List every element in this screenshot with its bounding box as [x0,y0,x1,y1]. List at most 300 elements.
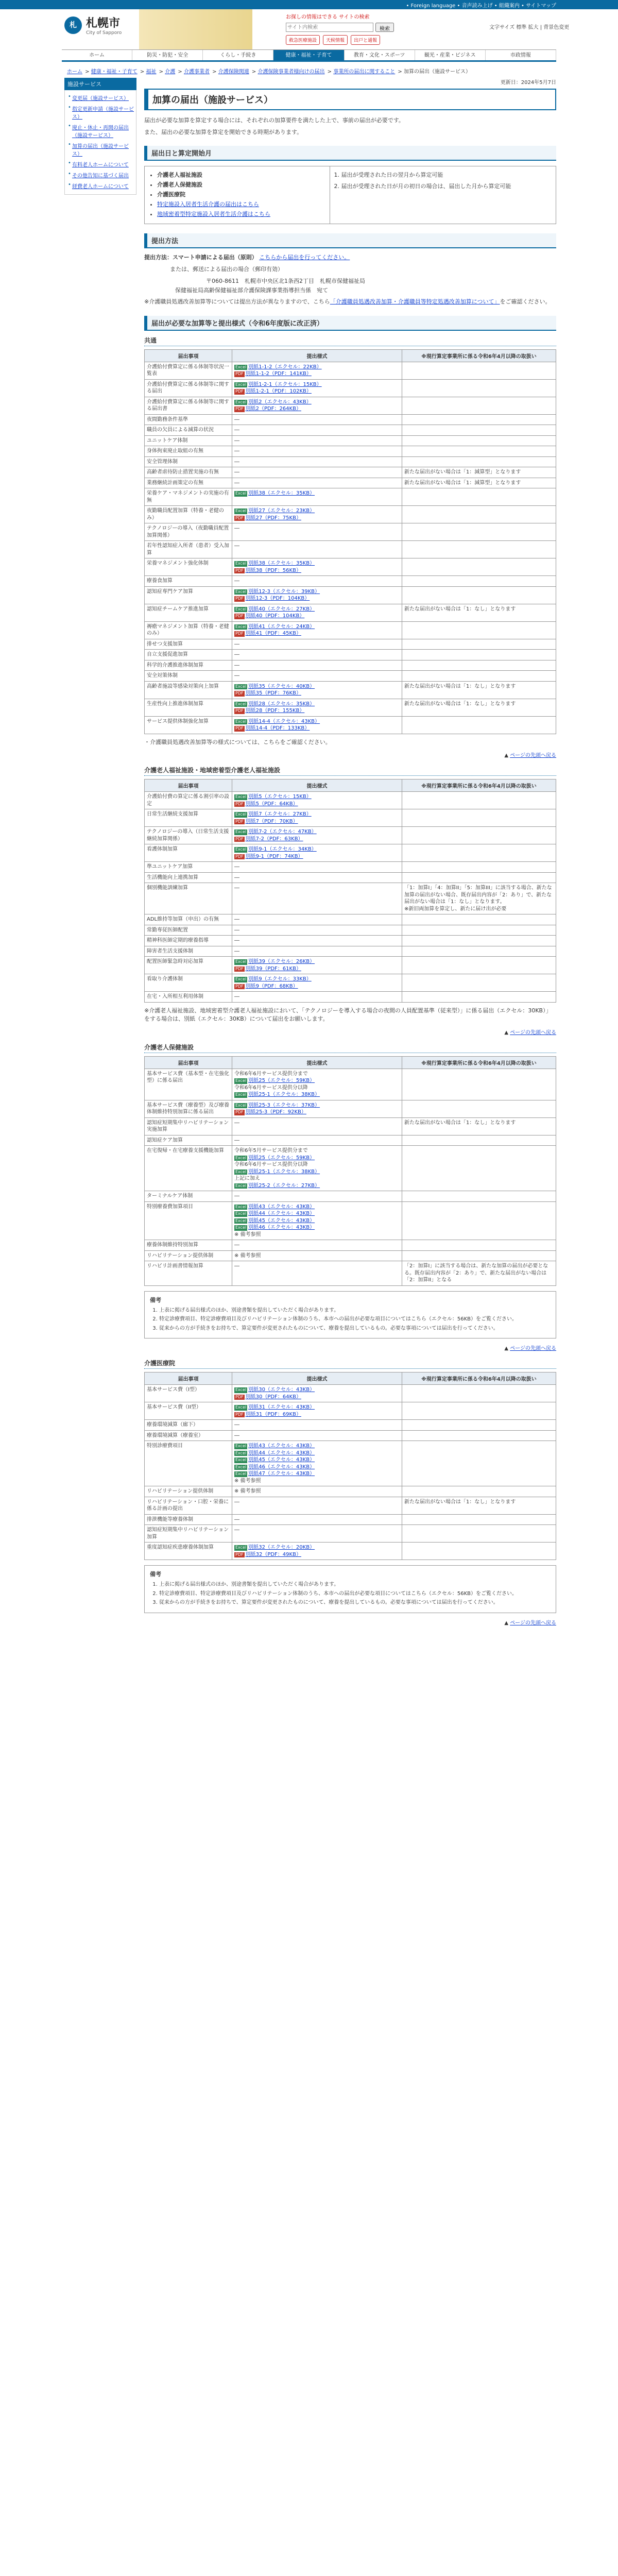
form-download-link[interactable]: 別紙32（PDF：49KB） [245,1551,301,1557]
excel-file-icon: Excel [235,701,247,706]
cell-item: 介護給付費算定に係る体制等状況一覧表 [145,362,232,379]
cell-form [232,883,402,914]
cell-form [232,946,402,957]
cell-form [232,586,402,604]
cell-note [402,1240,556,1251]
form-download-link[interactable]: 別紙44（エクセル：43KB） [248,1450,315,1456]
pdf-file-icon: PDF [235,1412,244,1417]
sidebar [64,78,136,1633]
cell-item: 栄養マネジメント強化体制 [145,558,232,576]
display-settings[interactable]: 文字サイズ 標準 拡大 | 背景色変更 [489,25,570,30]
cell-item: 身体拘束廃止取組の有無 [145,446,232,457]
table-row [145,1385,556,1402]
form-download-link[interactable]: 別紙30（エクセル：43KB） [248,1387,315,1393]
cell-item: 排せつ支援加算 [145,639,232,650]
excel-file-icon: Excel [235,364,247,369]
form-download-link[interactable]: 別紙9-1（エクセル：34KB） [248,846,317,853]
cell-note [402,1402,556,1420]
form-download-link[interactable]: 別紙1-1-2（PDF：141KB） [245,371,312,377]
form-download-link[interactable]: 別紙9（PDF：68KB） [245,983,298,989]
excel-file-icon: Excel [235,977,247,982]
form-download-link[interactable]: 別紙27（PDF：75KB） [245,515,301,521]
excel-file-icon: Excel [235,719,247,724]
form-download-link[interactable]: 別紙27（エクセル：23KB） [248,508,315,514]
city-name: 札幌市 [86,17,121,30]
cell-note [402,1201,556,1240]
cell-note [402,925,556,936]
notes-box [144,1565,556,1613]
excel-file-icon: Excel [235,1078,247,1083]
global-nav [62,49,556,62]
form-download-link[interactable]: 別紙5（PDF：64KB） [245,801,298,807]
cell-form [232,1543,402,1560]
form-text: ― [234,1422,239,1428]
breadcrumb-link[interactable]: 介護保険関連 [218,69,249,75]
table-row [145,1525,556,1543]
sidebar-item [68,180,136,191]
breadcrumb-link[interactable]: 事業所の届出に関すること [333,69,396,75]
cell-form [232,1261,402,1286]
sidebar-item [68,159,136,170]
cell-item: 排泄機能等療養体制 [145,1514,232,1525]
start-rule: 2. 届出が受理された日が月の初日の場合は、届出した月から算定可能 [334,183,511,190]
form-download-link[interactable]: 別紙45（エクセル：43KB） [248,1217,315,1224]
table-row [145,414,556,425]
excel-file-icon: Excel [235,1225,247,1230]
table-row [145,660,556,671]
form-text: ― [234,662,239,668]
table-row [145,456,556,467]
form-text: ― [234,994,239,1000]
note-item: 3. 従来からの方が手続きをお持ちで、算定要件が変更されたものについて、療養を提出しているもの。必要な事項については届出を行ってください。 [159,1325,551,1333]
column-header: ※現行算定事業所に係る令和6年4月以降の取扱い [402,779,556,792]
breadcrumb-link[interactable]: 介護事業者 [184,69,210,75]
breadcrumb-link[interactable]: 健康・福祉・子育て [91,69,138,75]
table-row [145,506,556,523]
cell-item: リハビリ計画書情報加算 [145,1261,232,1286]
form-download-link[interactable]: 別紙9-1（PDF：74KB） [245,853,303,859]
cell-note [402,414,556,425]
form-download-link[interactable]: 別紙12-3（エクセル：39KB） [248,588,320,595]
form-download-link[interactable]: 別紙43（エクセル：43KB） [248,1443,315,1449]
table-row [145,1486,556,1497]
facility-link[interactable]: 地域密着型特定施設入居者生活介護はこちら [157,211,270,217]
cell-note [402,862,556,873]
pdf-file-icon: PDF [235,1394,244,1399]
cell-note [402,639,556,650]
cell-note [402,435,556,446]
cell-form [232,974,402,992]
column-header: 提出様式 [232,1372,402,1385]
form-download-link[interactable]: 別紙31（エクセル：43KB） [248,1404,315,1411]
nav-cityinfo[interactable]: 市政情報 [486,50,556,60]
pdf-file-icon: PDF [235,631,244,636]
pdf-file-icon: PDF [235,708,244,714]
quick-link-report[interactable]: 出戸と通報 [351,35,380,45]
form-text: ― [234,416,239,422]
form-download-link[interactable]: 別紙7（PDF：70KB） [245,818,298,824]
form-download-link[interactable]: 別紙25-3（PDF：92KB） [245,1109,306,1115]
sidebar-link[interactable]: 経費老人ホームについて [72,184,129,190]
site-logo[interactable] [64,14,122,36]
cell-item: 基本サービス費（基本型・在宅強化型）に係る届出 [145,1069,232,1100]
address-line: 保健福祉局高齢保健福祉部介護保険課事業指導担当係 宛て [175,286,328,294]
cell-form [232,446,402,457]
breadcrumb-link[interactable]: 福祉 [146,69,157,75]
sidebar-link[interactable]: その他告知に基づく届出 [72,173,129,179]
form-text: ― [234,427,239,433]
column-header: 提出様式 [232,779,402,792]
nav-welfare[interactable]: 健康・福祉・子育て [273,50,344,60]
nav-living[interactable]: くらし・手続き [203,50,273,60]
table-row [145,650,556,660]
form-text: ― [234,459,239,465]
kasan-table [144,1372,556,1560]
notes-box [144,1291,556,1339]
cell-item: 重度認知症疾患療養体制加算 [145,1543,232,1560]
column-header: 届出事項 [145,1056,232,1069]
column-header: 提出様式 [232,1056,402,1069]
table-row [145,435,556,446]
form-text: ― [234,543,239,549]
excel-file-icon: Excel [235,812,247,817]
cell-form [232,1240,402,1251]
form-download-link[interactable]: 別紙1-1-2（エクセル：22KB） [248,364,322,370]
cell-note [402,456,556,467]
form-text: ― [234,578,239,584]
cell-form [232,809,402,827]
sidebar-link[interactable]: 有料老人ホームについて [72,162,129,168]
table-row [145,1250,556,1261]
cell-item: 生活機能向上連携加算 [145,872,232,883]
form-download-link[interactable]: 別紙25-3（エクセル：37KB） [248,1102,320,1108]
table-row [145,1420,556,1431]
cell-item: 業務継続計画策定の有無 [145,478,232,488]
form-download-link[interactable]: 別紙30（PDF：64KB） [245,1394,301,1400]
nav-education[interactable]: 教育・文化・スポーツ [345,50,415,60]
table-row [145,1069,556,1100]
column-header: 届出事項 [145,349,232,362]
excel-file-icon: Excel [235,1169,247,1174]
form-download-link[interactable]: 別紙43（エクセル：43KB） [248,1204,315,1210]
sidebar-link[interactable]: 加算の届出（施設サービス） [72,144,129,157]
table-row [145,1497,556,1514]
cell-form [232,621,402,639]
form-download-link[interactable]: 別紙35（PDF：76KB） [245,690,301,697]
form-download-link[interactable]: 別紙12-3（PDF：104KB） [245,596,310,602]
table-row [145,716,556,734]
pdf-file-icon: PDF [235,568,244,573]
table-footnote: ※介護老人福祉施設、地域密着型介護老人福祉施設において、「テクノロジーを導入する場合の夜間の人員配置基準（従来型）」に係る届出（エクセル：30KB）」をする場合は、別紙（エクセル：30KB）について届出をお願いします。 [144,1007,552,1023]
utility-links[interactable]: • Foreign language • 音声読み上げ • 組織案内 • サイトマップ [406,3,556,9]
form-download-link[interactable]: 別紙25-1（エクセル：38KB） [248,1092,320,1098]
form-text: ― [234,1527,239,1533]
subsection-heading: 介護医療院 [144,1359,556,1369]
cell-item: 特別療養費加算項目 [145,1201,232,1240]
pdf-file-icon: PDF [235,406,244,412]
form-text: ― [234,1263,239,1269]
form-download-link[interactable]: 別紙7（エクセル：27KB） [248,811,312,818]
excel-file-icon: Excel [235,1450,247,1455]
excel-file-icon: Excel [235,1204,247,1209]
form-download-link[interactable]: 別紙46（エクセル：43KB） [248,1225,315,1231]
cell-item: 介護給付費の算定に係る割引率の設定 [145,792,232,809]
kasan-table [144,779,556,1003]
excel-file-icon: Excel [235,847,247,852]
excel-file-icon: Excel [235,382,247,387]
column-header: 届出事項 [145,779,232,792]
back-to-top-link[interactable]: ページの先頭へ戻る [510,1346,556,1352]
sidebar-item [68,92,136,103]
excel-file-icon: Excel [235,1471,247,1477]
form-text: ※ 備考参照 [234,1252,261,1259]
facility-link[interactable]: 特定施設入居者生活介護の届出はこちら [157,201,259,208]
note-item: 2. 特定診療費項目、特定診療費項目及びリハビリテーション体制のうち、本市への届出が必要な項目についてはこちら（エクセル：56KB）をご覧ください。 [159,1590,551,1598]
cell-note [402,1543,556,1560]
table-row [145,1261,556,1286]
excel-file-icon: Excel [235,684,247,689]
excel-file-icon: Excel [235,606,247,612]
sidebar-link[interactable]: 指定更新申請（施設サービス） [72,107,134,120]
cell-note [402,914,556,925]
form-download-link[interactable]: 別紙28（エクセル：35KB） [248,701,315,707]
excel-file-icon: Excel [235,959,247,964]
treatment-improvement-link[interactable]: 「介護職員処遇改善加算・介護職員等特定処遇改善加算について」 [330,298,500,306]
back-to-top-link[interactable]: ページの先頭へ戻る [510,1620,556,1626]
quick-links [286,35,380,45]
cell-form [232,699,402,716]
cell-item: 夜勤職員配置加算（特養・老健のみ） [145,506,232,523]
form-text: ― [234,917,239,923]
nav-tourism[interactable]: 観光・産業・ビジネス [415,50,486,60]
form-download-link[interactable]: 別紙25（エクセル：59KB） [248,1155,315,1161]
quick-link-emergency[interactable]: 救急医療施設 [286,35,320,45]
cell-item: リハビリテーション・口腔・栄養に係る計画の提出 [145,1497,232,1514]
address-line: 〒060-8611 札幌市中央区北1条西2丁目 札幌市保健福祉局 [206,278,365,284]
cell-form [232,397,402,414]
form-download-link[interactable]: 別紙39（PDF：61KB） [245,965,301,972]
cell-note [402,1420,556,1431]
excel-file-icon: Excel [235,1103,247,1108]
form-download-link[interactable]: 別紙46（エクセル：43KB） [248,1464,315,1470]
table-row [145,1402,556,1420]
form-download-link[interactable]: 別紙38（エクセル：35KB） [248,490,315,497]
form-download-link[interactable]: 別紙7-2（エクセル：47KB） [248,829,317,835]
form-download-link[interactable]: 別紙28（PDF：155KB） [245,708,305,714]
cell-item: ユニットケア体制 [145,435,232,446]
cell-form [232,1146,402,1191]
nav-safety[interactable]: 防災・防犯・安全 [132,50,203,60]
cell-note [402,1146,556,1191]
sidebar-link[interactable]: 廃止・休止・再開の届出（施設サービス） [72,125,129,139]
pdf-file-icon: PDF [235,984,244,989]
cell-note [402,379,556,397]
cell-form [232,1117,402,1135]
cell-form [232,379,402,397]
form-download-link[interactable]: 別紙32（エクセル：20KB） [248,1545,315,1551]
form-download-link[interactable]: 別紙1-2-1（エクセル：15KB） [248,381,322,387]
excel-file-icon: Excel [235,561,247,566]
form-text: ― [234,1242,239,1248]
form-download-link[interactable]: 別紙9（エクセル：33KB） [248,976,312,982]
search-button[interactable]: 検索 [375,23,394,32]
cell-note [402,586,556,604]
cell-note: 新たな届出がない場合は「1：なし」となります [402,681,556,699]
breadcrumb-link[interactable]: 介護保険事業者様向けの届出 [258,69,325,75]
form-download-link[interactable]: 別紙2（エクセル：43KB） [248,399,312,405]
form-download-link[interactable]: 別紙25-2（エクセル：27KB） [248,1182,320,1189]
form-download-link[interactable]: 別紙35（エクセル：40KB） [248,683,315,689]
form-text: ― [234,927,239,933]
cell-form [232,478,402,488]
pdf-file-icon: PDF [235,854,244,859]
cell-note [402,1191,556,1202]
table-row [145,936,556,946]
excel-file-icon: Excel [235,794,247,800]
table-row [145,1514,556,1525]
cell-item: 準ユニットケア加算 [145,862,232,873]
form-text: ― [234,673,239,679]
cell-form [232,425,402,436]
cell-form [232,957,402,974]
table-row [145,1240,556,1251]
form-download-link[interactable]: 別紙31（PDF：69KB） [245,1411,301,1417]
cell-item: ターミナルケア体制 [145,1191,232,1202]
form-text: ― [234,652,239,658]
column-header: 届出事項 [145,1372,232,1385]
table-row [145,872,556,883]
excel-file-icon: Excel [235,1218,247,1223]
cell-item: 高齢者施設等感染対策向上加算 [145,681,232,699]
form-text: ― [234,1499,239,1505]
facility-type [157,210,325,218]
form-download-link[interactable]: 別紙40（PDF：104KB） [245,613,305,619]
table-row [145,1100,556,1117]
cell-form [232,639,402,650]
back-to-top-link[interactable]: ページの先頭へ戻る [510,1029,556,1036]
notes-heading: 備考 [150,1571,161,1578]
cell-item: 安全管理体制 [145,456,232,467]
pdf-file-icon: PDF [235,389,244,394]
form-download-link[interactable]: 別紙45（エクセル：43KB） [248,1457,315,1463]
cell-item: 認知症チームケア推進加算 [145,604,232,621]
cell-item: 療養環境減算（療養室） [145,1430,232,1441]
pdf-file-icon: PDF [235,801,244,806]
start-rules [330,166,556,224]
cell-form [232,827,402,844]
pdf-file-icon: PDF [235,1110,244,1115]
cell-item: 認知症短期集中リハビリテーション加算 [145,1525,232,1543]
form-download-link[interactable]: 別紙25（エクセル：59KB） [248,1078,315,1084]
form-download-link[interactable]: 別紙7-2（PDF：63KB） [245,836,303,842]
sidebar-link[interactable]: 変更届（施設サービス） [72,96,129,101]
excel-file-icon: Excel [235,509,247,514]
cell-item: 夜間勤務条件基準 [145,414,232,425]
back-to-top-link[interactable]: ページの先頭へ戻る [510,753,556,759]
cell-note [402,992,556,1003]
form-download-link[interactable]: 別紙25-1（エクセル：38KB） [248,1168,320,1175]
breadcrumb-link[interactable]: 介護 [165,69,176,75]
table-row [145,1201,556,1240]
kasan-table [144,349,556,734]
cell-item: 高齢者虐待防止措置実施の有無 [145,467,232,478]
form-download-link[interactable]: 別紙2（PDF：264KB） [245,406,301,412]
quick-link-weather[interactable]: 天候情報 [323,35,348,45]
form-download-link[interactable]: 別紙44（エクセル：43KB） [248,1211,315,1217]
page-title: 加算の届出（施設サービス） [144,89,556,110]
pdf-file-icon: PDF [235,1552,244,1557]
cell-note [402,792,556,809]
cell-item: 在宅・入所相互利用体制 [145,992,232,1003]
cell-note [402,488,556,506]
form-text: ― [234,864,239,870]
cell-note [402,660,556,671]
cell-item: 栄養ケア・マネジメントの実施の有無 [145,488,232,506]
cell-item: 配置医師緊急時対応加算 [145,957,232,974]
cell-form [232,1201,402,1240]
cell-form [232,1441,402,1486]
excel-file-icon: Excel [235,1211,247,1216]
form-download-link[interactable]: 別紙5（エクセル：15KB） [248,794,312,800]
cell-form [232,992,402,1003]
note-text: ※介護職員処遇改善加算等については提出方法が異なりますので、こちら [144,298,330,306]
form-text: ※ 備考参照 [234,1488,261,1495]
kasan-table [144,1056,556,1286]
cell-form [232,671,402,682]
cell-form [232,716,402,734]
form-download-link[interactable]: 別紙41（エクセル：24KB） [248,623,315,630]
table-row [145,1117,556,1135]
table-row [145,862,556,873]
cell-item: 基本サービス費（療養型）及び療養体制維持特別加算に係る届出 [145,1100,232,1117]
table-row [145,379,556,397]
breadcrumb-link[interactable]: ホーム [67,69,82,75]
section-heading: 届出日と算定開始月 [144,146,556,161]
search-input[interactable] [286,23,373,32]
cell-note [402,558,556,576]
form-download-link[interactable]: 別紙47（エクセル：43KB） [248,1471,315,1477]
form-download-link[interactable]: 別紙14-4（エクセル：43KB） [248,718,320,724]
cell-item: リハビリテーション提供体制 [145,1250,232,1261]
form-download-link[interactable]: 別紙38（PDF：56KB） [245,567,301,573]
cell-item: 基本サービス費（II型） [145,1402,232,1420]
schedule-table [144,166,556,224]
form-download-link[interactable]: 別紙40（エクセル：27KB） [248,606,315,612]
nav-home[interactable]: ホーム [62,50,132,60]
form-download-link[interactable]: 別紙1-2-1（PDF：102KB） [245,388,312,395]
back-to-top: ▲ ページの先頭へ戻る [504,1346,556,1352]
cell-form [232,1430,402,1441]
form-download-link[interactable]: 別紙14-4（PDF：133KB） [245,725,310,732]
form-text: ― [234,641,239,647]
pdf-file-icon: PDF [235,966,244,971]
cell-item: 職員の欠員による減算の状況 [145,425,232,436]
submission-lead [144,253,556,262]
form-download-link[interactable]: 別紙38（エクセル：35KB） [248,561,315,567]
cell-form [232,792,402,809]
column-header: ※現行算定事業所に係る令和6年4月以降の取扱い [402,349,556,362]
start-rule: 1. 届出が受理された日の翌月から算定可能 [334,172,443,178]
smart-apply-link[interactable]: こちらから届出を行ってください。 [259,254,350,261]
facility-type [157,200,325,208]
cell-note [402,809,556,827]
sidebar-item [68,103,136,122]
form-download-link[interactable]: 別紙39（エクセル：26KB） [248,959,315,965]
table-row [145,604,556,621]
table-row [145,792,556,809]
form-download-link[interactable]: 別紙41（PDF：45KB） [245,631,301,637]
table-row [145,1543,556,1560]
